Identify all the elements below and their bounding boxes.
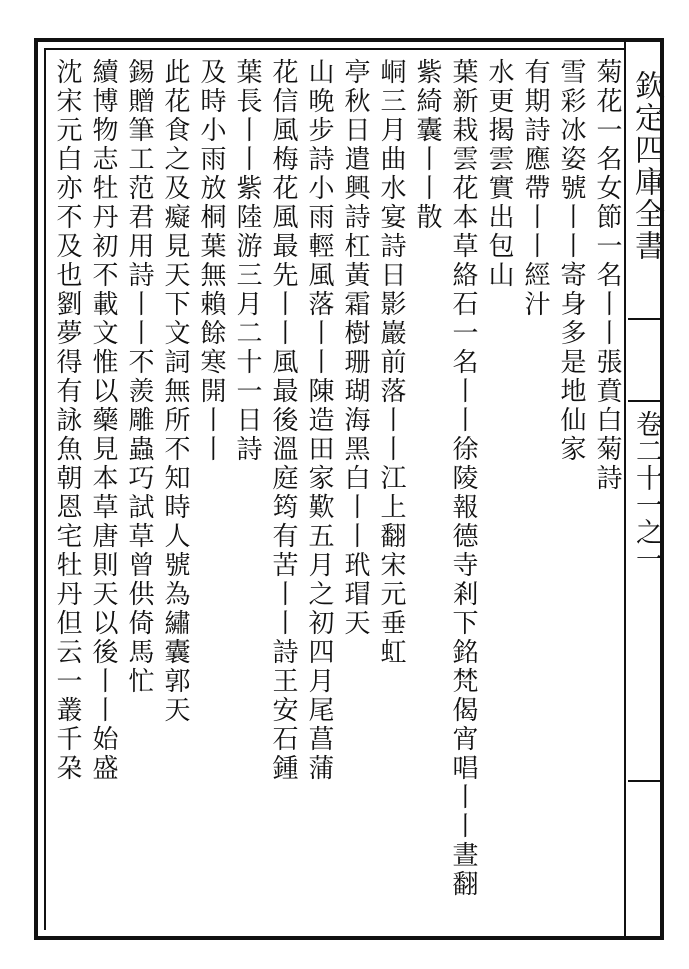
text-column-11: 葉長丨丨紫陸游三月二十一日詩 (232, 58, 262, 464)
margin-rule-middle (628, 400, 662, 402)
text-column-16: 沈宋元白亦不及也劉夢得有詠魚朝恩宅牡丹但云一叢千朶 (52, 58, 82, 783)
margin-rule-upper (628, 318, 662, 320)
text-column-8: 亭秋日遣興詩杠黃霜樹珊瑚海黑白丨丨玳瑁天 (340, 58, 370, 638)
text-body (50, 52, 622, 930)
text-column-14: 錫贈筆工范君用詩丨丨不羨雕蟲巧試草曾供倚馬忙 (124, 58, 154, 696)
text-column-12: 及時小雨放桐葉無賴餘寒開丨丨 (196, 58, 226, 464)
text-column-10: 花信風梅花風最先丨丨風最後溫庭筠有苦丨丨詩王安石鍾 (268, 58, 298, 783)
margin-rule-lower (628, 780, 662, 782)
text-column-2: 雪彩冰姿號丨丨寄身多是地仙家 (556, 58, 586, 464)
text-column-9: 山晚步詩小雨輕風落丨丨陳造田家歎五月之初四月尾菖蒲 (304, 58, 334, 783)
text-column-13: 此花食之及癡見天下文詞無所不知時人號為繡囊郭天 (160, 58, 190, 725)
text-column-1: 菊花一名女節一名丨丨張賁白菊詩 (592, 58, 622, 493)
text-column-7: 峒三月曲水宴詩日影巖前落丨丨江上翻宋元垂虹 (376, 58, 406, 667)
inner-border-top (44, 48, 624, 50)
text-column-3: 有期詩應帶丨丨經汁 (520, 58, 550, 319)
text-column-15: 續博物志牡丹初不載文惟以藥見本草唐則天以後丨丨始盛 (88, 58, 118, 783)
book-title: 欽定四庫全書 (629, 70, 664, 262)
text-column-4: 水更揭雲實出包山 (484, 58, 514, 290)
text-column-5: 葉新栽雲花本草絡石一名丨丨徐陵報德寺剎下銘梵偈宵唱丨丨晝翻 (448, 58, 478, 899)
text-column-6: 紫綺囊丨丨散 (412, 58, 442, 232)
volume-label: 卷二十一之一 (631, 410, 662, 572)
